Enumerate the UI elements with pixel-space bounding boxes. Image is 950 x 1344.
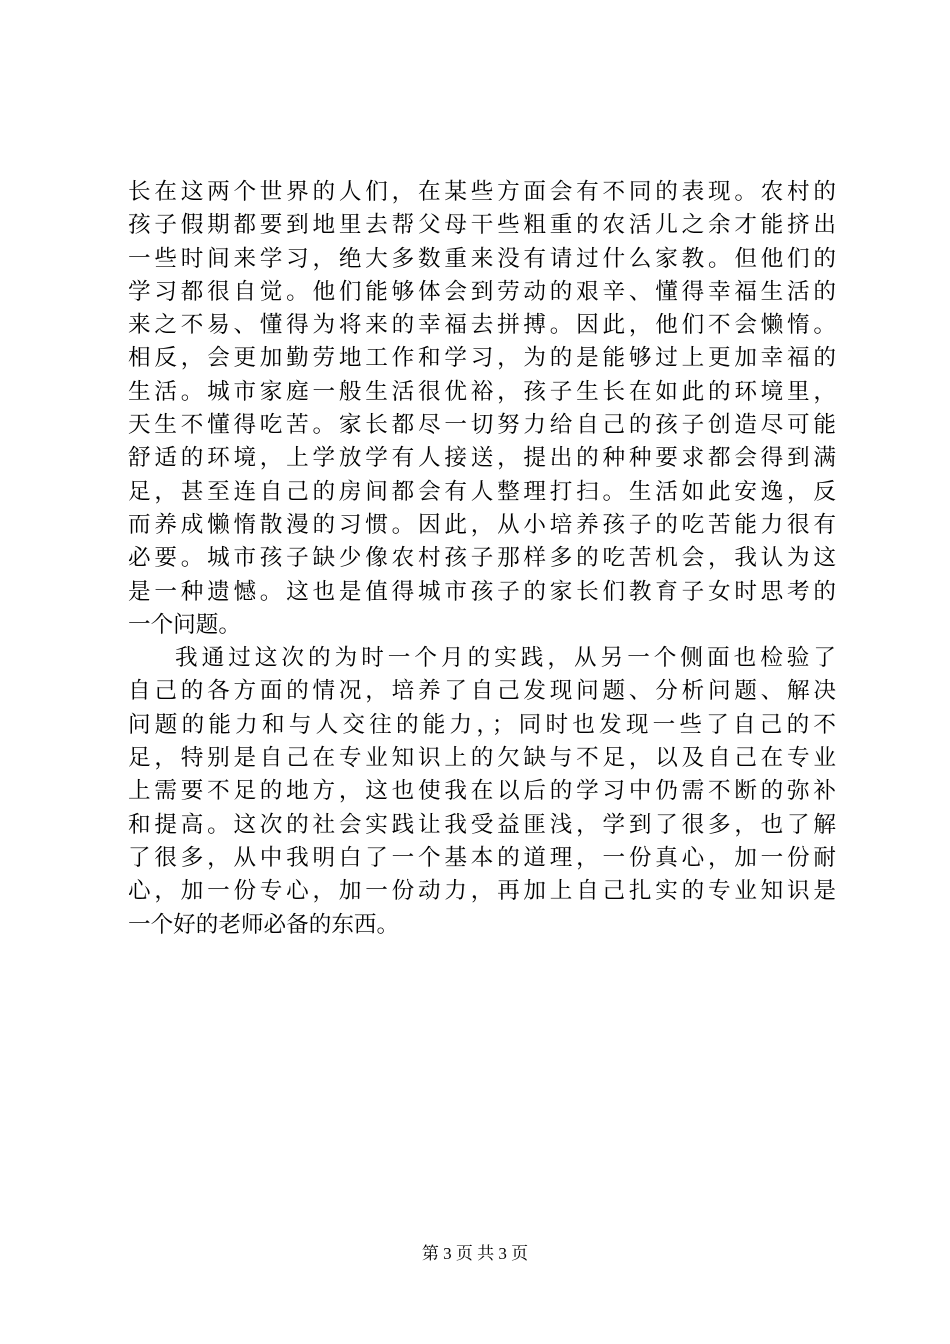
text-line: 了很多，从中我明白了一个基本的道理，一份真心，加一份耐	[128, 844, 836, 871]
text-line: 学习都很自觉。他们能够体会到劳动的艰辛、懂得幸福生活的	[128, 278, 836, 305]
text-line: 和提高。这次的社会实践让我受益匪浅，学到了很多，也了解	[128, 811, 836, 838]
text-line: 一些时间来学习，绝大多数重来没有请过什么家教。但他们的	[128, 245, 836, 272]
text-line: 足，甚至连自己的房间都会有人整理打扫。生活如此安逸，反	[128, 478, 836, 505]
text-line: 上需要不足的地方，这也使我在以后的学习中仍需不断的弥补	[128, 778, 836, 805]
text-line: 问题的能力和与人交往的能力，；同时也发现一些了自己的不	[128, 711, 836, 738]
text-line: 足，特别是自己在专业知识上的欠缺与不足，以及自己在专业	[128, 745, 836, 772]
text-line: 舒适的环境，上学放学有人接送，提出的种种要求都会得到满	[128, 445, 836, 472]
text-line: 一个好的老师必备的东西。	[128, 911, 400, 938]
text-line: 来之不易、懂得为将来的幸福去拼搏。因此，他们不会懒惰。	[128, 312, 836, 339]
text-line: 而养成懒惰散漫的习惯。因此，从小培养孩子的吃苦能力很有	[128, 511, 836, 538]
text-line: 天生不懂得吃苦。家长都尽一切努力给自己的孩子创造尽可能	[128, 412, 836, 439]
text-line: 长在这两个世界的人们，在某些方面会有不同的表现。农村的	[128, 179, 836, 205]
text-line: 一个问题。	[128, 611, 241, 638]
text-line: 自己的各方面的情况，培养了自己发现问题、分析问题、解决	[128, 678, 836, 705]
page-number-footer: 第 3 页 共 3 页	[421, 1244, 529, 1263]
text-line: 生活。城市家庭一般生活很优裕，孩子生长在如此的环境里，	[128, 378, 836, 405]
text-line: 是一种遗憾。这也是值得城市孩子的家长们教育子女时思考的	[128, 578, 836, 605]
text-line: 我通过这次的为时一个月的实践，从另一个侧面也检验了	[175, 645, 836, 672]
paragraph-2	[128, 642, 836, 942]
text-line: 孩子假期都要到地里去帮父母干些粗重的农活儿之余才能挤出	[128, 212, 836, 239]
text-line: 相反，会更加勤劳地工作和学习，为的是能够过上更加幸福的	[128, 345, 836, 372]
text-line: 心，加一份专心，加一份动力，再加上自己扎实的专业知识是	[128, 878, 836, 905]
text-line: 必要。城市孩子缺少像农村孩子那样多的吃苦机会，我认为这	[128, 545, 836, 572]
paragraph-1	[128, 176, 836, 642]
document-body	[128, 176, 836, 942]
